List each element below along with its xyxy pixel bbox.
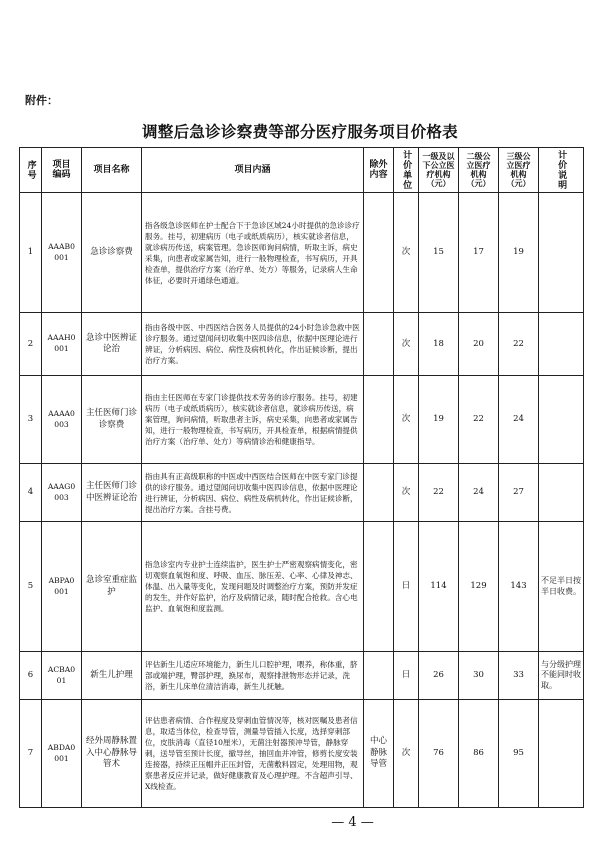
row-price-level1: 76: [419, 700, 459, 808]
row-price-level1: 22: [419, 464, 459, 522]
row-content: 指由各级中医、中西医结合医务人员提供的24小时急诊急救中医诊疗服务。通过望闻问切收集中医四诊信息，依据中医理论进行辨证，分析病因、病位、病性及病机转化，作出证候诊断，提出治疗方案。: [142, 313, 364, 376]
row-unit: 次: [394, 193, 419, 313]
row-price-level3: 143: [499, 522, 539, 652]
row-unit: 次: [394, 464, 419, 522]
row-exclusion: [364, 652, 394, 700]
header-price-level3: 三级公立医疗机构（元）: [499, 148, 539, 193]
table-row: [20, 522, 584, 652]
row-name: 新生儿护理: [82, 652, 142, 700]
row-seq: 7: [20, 700, 42, 808]
row-name: 急诊诊察费: [82, 193, 142, 313]
row-note: [539, 464, 584, 522]
price-table: [19, 147, 584, 808]
row-price-level2: 86: [459, 700, 499, 808]
row-exclusion: [364, 376, 394, 464]
row-unit: 日: [394, 522, 419, 652]
row-note: 与分级护理不能同时收取。: [539, 652, 584, 700]
header-price-level2: 二级公立医疗机构（元）: [459, 148, 499, 193]
row-exclusion: [364, 313, 394, 376]
header-note: 计价说明: [539, 148, 584, 193]
attachment-label: 附件：: [25, 94, 58, 107]
row-code: AAAG0 003: [42, 464, 82, 522]
header-seq: 序号: [20, 148, 42, 193]
row-unit: 次: [394, 700, 419, 808]
table-row: [20, 313, 584, 376]
row-seq: 2: [20, 313, 42, 376]
row-content: 评估新生儿适应环境能力，新生儿口腔护理，喂养，称体重，脐部或端护理，臀部护理，换尿布，观察排泄物形态并记录，洗浴，新生儿床单位清洁消毒，新生儿抚触。: [142, 652, 364, 700]
row-seq: 6: [20, 652, 42, 700]
row-note: [539, 376, 584, 464]
table-row: [20, 376, 584, 464]
row-price-level2: 24: [459, 464, 499, 522]
row-price-level2: 22: [459, 376, 499, 464]
row-price-level1: 15: [419, 193, 459, 313]
row-seq: 3: [20, 376, 42, 464]
row-code: ACBA0 01: [42, 652, 82, 700]
row-name: 主任医师门诊诊察费: [82, 376, 142, 464]
row-code: AAAA0 003: [42, 376, 82, 464]
row-price-level3: 19: [499, 193, 539, 313]
row-exclusion: [364, 522, 394, 652]
row-exclusion: 中心静脉导管: [364, 700, 394, 808]
page-title: 调整后急诊诊察费等部分医疗服务项目价格表: [141, 122, 458, 141]
row-seq: 4: [20, 464, 42, 522]
row-price-level2: 129: [459, 522, 499, 652]
row-name: 急诊室重症监护: [82, 522, 142, 652]
row-content: 指由具有正高级职称的中医或中西医结合医师在中医专家门诊提供的诊疗服务。通过望闻问切收集中医四诊信息，依据中医理论进行辨证，分析病因、病位、病性及病机转化，作出证候诊断，提出治疗方案。含挂号费。: [142, 464, 364, 522]
row-note: [539, 700, 584, 808]
row-seq: 1: [20, 193, 42, 313]
row-code: AAAH0 001: [42, 313, 82, 376]
row-name: 主任医师门诊中医辨证论治: [82, 464, 142, 522]
table-row: [20, 193, 584, 313]
row-price-level2: 30: [459, 652, 499, 700]
row-price-level3: 95: [499, 700, 539, 808]
row-price-level3: 22: [499, 313, 539, 376]
row-price-level3: 27: [499, 464, 539, 522]
row-note: 不足半日按半日收费。: [539, 522, 584, 652]
row-name: 急诊中医辨证论治: [82, 313, 142, 376]
table-row: [20, 652, 584, 700]
row-exclusion: [364, 193, 394, 313]
row-price-level1: 114: [419, 522, 459, 652]
header-code: 项目编码: [42, 148, 82, 193]
row-note: [539, 313, 584, 376]
row-content: 指急诊室内专业护士连续监护，医生护士严密观察病情变化，密切观察血氧饱和度、呼吸、血压、脉压差、心率、心律及神志、体温、出入量等变化，发现问题及时调整治疗方案，预防并发症的发生，并作好监护，治疗及病情记录，随时配合抢救。含心电监护、血氧饱和度监测。: [142, 522, 364, 652]
table-row: [20, 464, 584, 522]
row-price-level2: 17: [459, 193, 499, 313]
row-name: 经外周静脉置入中心静脉导管术: [82, 700, 142, 808]
row-content: 指各级急诊医师在护士配合下于急诊区域24小时提供的急诊诊疗服务。挂号，初建病历（电子或纸质病历），核实就诊者信息，就诊病历传送，病案管理。急诊医师询问病情，听取主诉，病史采集，向患者或家属告知，进行一般物理检查，书写病历，开具检查单，提供治疗方案（治疗单、处方）等服务，记录病人生命体征，必要时开通绿色通道。: [142, 193, 364, 313]
row-price-level3: 24: [499, 376, 539, 464]
page-number: — 4 —: [331, 815, 374, 830]
row-content: 评估患者病情、合作程度及穿刺血管情况等，核对医嘱及患者信息，取适当体位，检查导管，测量导管插入长度，选择穿刺部位，皮肤消毒（直径10厘米），无菌注射器预冲导管，静脉穿刺，送导管至预计长度，撤导丝，抽回血并冲管，修剪长度安装连接器，持续正压帽并正压封管，无菌敷料固定，处理用物，观察患者反应并记录，做好健康教育及心理护理。不含超声引导、X线检查。: [142, 700, 364, 808]
row-unit: 日: [394, 652, 419, 700]
header-unit: 计价单位: [394, 148, 419, 193]
row-price-level2: 20: [459, 313, 499, 376]
row-seq: 5: [20, 522, 42, 652]
row-note: [539, 193, 584, 313]
table-header-row: [20, 148, 584, 193]
header-price-level1: 一级及以下公立医疗机构（元）: [419, 148, 459, 193]
header-exclusion: 除外内容: [364, 148, 394, 193]
header-name: 项目名称: [82, 148, 142, 193]
header-content: 项目内涵: [142, 148, 364, 193]
row-code: ABPA0 001: [42, 522, 82, 652]
row-code: ABDA0 001: [42, 700, 82, 808]
row-content: 指由主任医师在专家门诊提供技术劳务的诊疗服务。挂号，初建病历（电子或纸质病历），核实就诊者信息，就诊病历传送，病案管理，询问病情，听取患者主诉，病史采集，向患者或家属告知，进行一般物理检查，书写病历，开具检查单，根据病情提供治疗方案（治疗单、处方）等病情诊治和健康指导。: [142, 376, 364, 464]
row-unit: 次: [394, 376, 419, 464]
row-price-level1: 18: [419, 313, 459, 376]
row-exclusion: [364, 464, 394, 522]
row-unit: 次: [394, 313, 419, 376]
row-code: AAAB0 001: [42, 193, 82, 313]
row-price-level1: 26: [419, 652, 459, 700]
table-row: [20, 700, 584, 808]
row-price-level1: 19: [419, 376, 459, 464]
row-price-level3: 33: [499, 652, 539, 700]
